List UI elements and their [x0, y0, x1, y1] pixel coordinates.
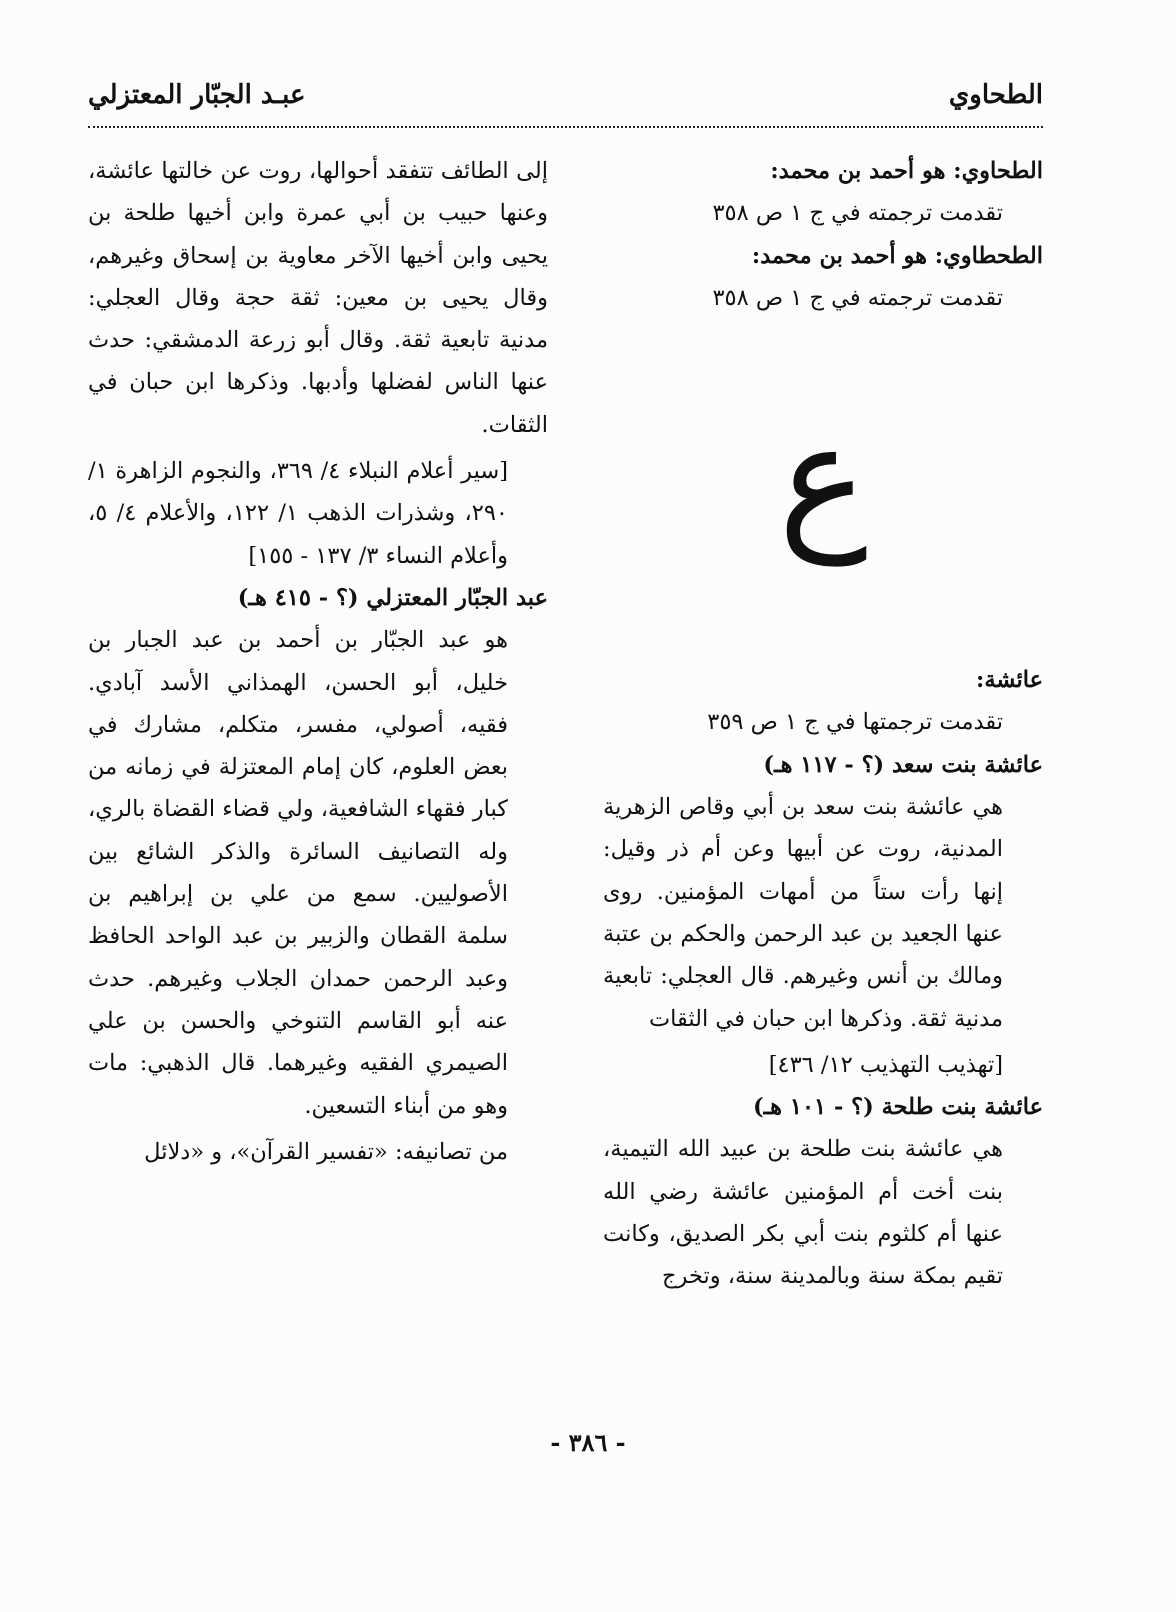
left-column — [88, 150, 548, 1173]
entry-heading: الطحطاوي: هو أحمد بن محمد: — [751, 242, 1043, 269]
header-left-title: عبـد الجبّار المعتزلي — [88, 80, 306, 110]
entry-body: هي عائشة بنت طلحة بن عبيد الله التيمية، بنت أخت أم المؤمنين عائشة رضي الله عنها أم كلثوم بنت أبي بكر الصديق، وكانت تقيم بمكة سنة وبالمدينة سنة، وتخرج — [603, 1136, 1003, 1290]
entry-heading: عائشة بنت سعد (؟ - ١١٧ هـ) — [763, 751, 1043, 778]
entry-source: [تهذيب التهذيب ١٢/ ٤٣٦] — [768, 1051, 1003, 1078]
entry-body: هي عائشة بنت سعد بن أبي وقاص الزهرية المدنية، روت عن أبيها وعن أم ذر وقيل: إنها رأت ستاً من أمهات المؤمنين. روى عنها الجعيد بن عبد الرحمن والحكم بن عتبة ومالك بن أنس وغيرهم. قال العجلي: تابعية مدنية ثقة. وذكرها ابن حبان في الثقات — [603, 794, 1003, 1032]
entry-works: من تصانيفه: «تفسير القرآن»، و «دلائل — [144, 1138, 508, 1165]
entry-heading: عائشة: — [976, 667, 1043, 694]
entry-body-continued: إلى الطائف تتفقد أحوالها، روت عن خالتها عائشة، وعنها حبيب بن أبي عمرة وابن أخيها طلحة بن يحيى وابن أخيها الآخر معاوية بن إسحاق وغيرهم، وقال يحيى بن معين: ثقة حجة وقال العجلي: مدنية تابعية ثقة. وقال أبو زرعة الدمشقي: حدث عنها الناس لفضلها وأدبها. وذكرها ابن حبان في الثقات. — [88, 158, 548, 438]
cross-reference: تقدمت ترجمته في ج ١ ص ٣٥٨ — [712, 200, 1003, 227]
header-right-title: الطحاوي — [948, 80, 1043, 110]
entry-source: [سير أعلام النبلاء ٤/ ٣٦٩، والنجوم الزاهرة ١/ ٢٩٠، وشذرات الذهب ١/ ١٢٢، والأعلام ٤/ ٥، وأعلام النساء ٣/ ١٣٧ - ١٥٥] — [88, 458, 509, 569]
cross-reference: تقدمت ترجمته في ج ١ ص ٣٥٨ — [712, 284, 1003, 311]
entry-body: هو عبد الجبّار بن أحمد بن عبد الجبار بن خليل، أبو الحسن، الهمذاني الأسد آبادي. فقيه، أصولي، مفسر، متكلم، مشارك في بعض العلوم، كان إمام المعتزلة في زمانه من كبار فقهاء الشافعية، ولي قضاء القضاة بالري، وله التصانيف السائرة والذكر الشائع بين الأصوليين. سمع من علي بن إبراهيم بن سلمة القطان والزبير بن عبد الواحد الحافظ وعبد الرحمن حمدان الجلاب وغيرهم. حدث عنه أبو القاسم التنوخي والحسن بن علي الصيمري الفقيه وغيرهما. قال الذهبي: مات وهو من أبناء التسعين. — [88, 627, 508, 1119]
right-column — [603, 150, 1043, 1298]
entry-heading: الطحاوي: هو أحمد بن محمد: — [770, 158, 1043, 184]
entry-heading: عبد الجبّار المعتزلي (؟ - ٤١٥ هـ) — [237, 584, 548, 611]
entry-heading: عائشة بنت طلحة (؟ - ١٠١ هـ) — [752, 1094, 1043, 1121]
header-dotted-rule — [88, 126, 1043, 128]
section-letter: ع — [778, 392, 868, 567]
running-header — [88, 76, 1043, 122]
page-number: - ٣٨٦ - — [550, 1428, 626, 1457]
cross-reference: تقدمت ترجمتها في ج ١ ص ٣٥٩ — [707, 709, 1003, 736]
